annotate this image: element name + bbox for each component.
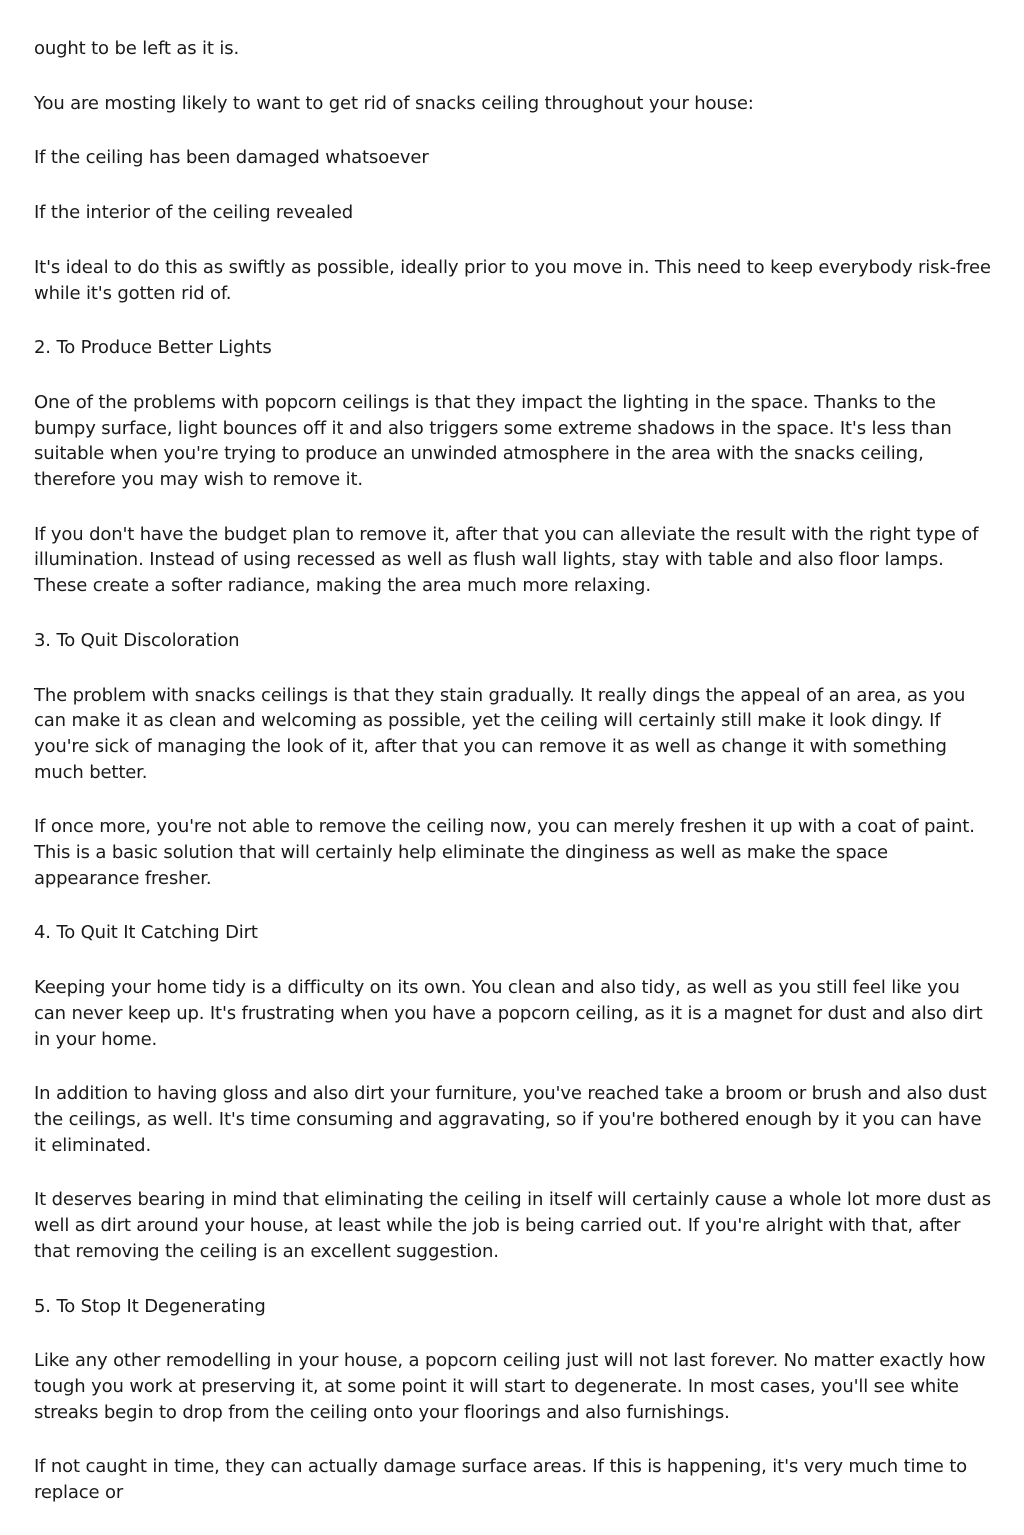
paragraph-removal-dust: It deserves bearing in mind that eliminating the ceiling in itself will certainly cause a whole lot more dust as well as dirt around your house, at least while the job is being carried out. If you're alright with that, after that removing the ceiling is an excellent suggestion. [34, 1189, 992, 1262]
document-body [34, 36, 996, 1535]
paragraph-budget-illumination: If you don't have the budget plan to remove it, after that you can alleviate the result with the right type of illumination. Instead of using recessed as well as flush wall lights, stay with table and also floor lamps. These create a softer radiance, making the area much more relaxing. [34, 523, 979, 597]
paragraph-tidy: Keeping your home tidy is a difficulty on its own. You clean and also tidy, as well as you still feel like you can never keep up. It's frustrating when you have a popcorn ceiling, as it is a magnet for dust and also dirt in your home. [34, 977, 983, 1050]
paragraph-remodelling: Like any other remodelling in your house, a popcorn ceiling just will not last forever. No matter exactly how tough you work at preserving it, at some point it will start to degenerate. In most cases, you'll see white streaks begin to drop from the ceiling onto your floorings and also furnishings. [34, 1350, 986, 1423]
paragraph-dust-ceilings: In addition to having gloss and also dirt your furniture, you've reached take a broom or brush and also dust the ceilings, as well. It's time consuming and aggravating, so if you're bothered enough by it you can have it eliminated. [34, 1083, 987, 1156]
paragraph-lighting-problems: One of the problems with popcorn ceilings is that they impact the lighting in the space. Thanks to the bumpy surface, light bounces off it and also triggers some extreme shadows in the space. It's less than suitable when you're trying to produce an unwinded atmosphere in the area with the snacks ceiling, therefore you may wish to remove it. [34, 391, 952, 491]
paragraph-stain: The problem with snacks ceilings is that they stain gradually. It really dings the appeal of an area, as you can make it as clean and welcoming as possible, yet the ceiling will certainly still make it look dingy. If you're sick of managing the look of it, after that you can remove it as well as change it with something much better. [34, 684, 966, 783]
section-heading-dirt: 4. To Quit It Catching Dirt [34, 922, 258, 944]
paragraph-intro-list: You are mosting likely to want to get rid of snacks ceiling throughout your house: [34, 92, 754, 114]
section-heading-discoloration: 3. To Quit Discoloration [34, 629, 240, 651]
paragraph-continuation: ought to be left as it is. [34, 38, 240, 59]
list-item-interior: If the interior of the ceiling revealed [34, 202, 354, 224]
paragraph-swiftly: It's ideal to do this as swiftly as possible, ideally prior to you move in. This need to keep everybody risk-free while it's gotten rid of. [34, 256, 991, 304]
list-item-damaged: If the ceiling has been damaged whatsoever [34, 147, 429, 169]
section-heading-better-lights: 2. To Produce Better Lights [34, 337, 272, 359]
paragraph-damage-surfaces: If not caught in time, they can actually damage surface areas. If this is happening, it's very much time to replace or [34, 1456, 968, 1504]
paragraph-paint: If once more, you're not able to remove the ceiling now, you can merely freshen it up with a coat of paint. This is a basic solution that will certainly help eliminate the dinginess as well as make the space appearance fresher. [34, 816, 975, 889]
section-heading-degenerating: 5. To Stop It Degenerating [34, 1295, 266, 1317]
